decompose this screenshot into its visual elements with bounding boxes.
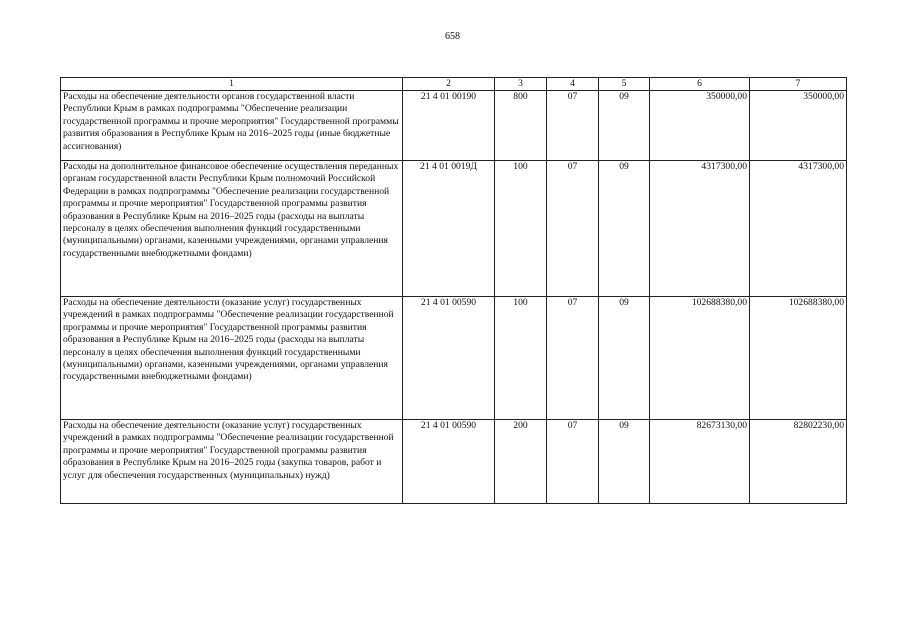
table-row xyxy=(61,420,847,504)
row-col4: 07 xyxy=(547,161,599,297)
header-col-6: 6 xyxy=(650,78,750,91)
row-description: Расходы на обеспечение деятельности (оказание услуг) государственных учреждений в рамках подпрограммы "Обеспечение реализации государственной программы и прочие мероприятия" Государственной программы развития образования в Республике Крым на 2016–2025 годы (расходы на выплаты персоналу в целях обеспечения выполнения функций государственными (муниципальными) органами, казенными учреждениями, органами управления государственными внебюджетными фондами) xyxy=(61,297,403,420)
row-col3: 800 xyxy=(495,91,547,161)
row-col5: 09 xyxy=(599,91,650,161)
budget-table xyxy=(60,77,847,504)
table-row xyxy=(61,91,847,161)
row-description: Расходы на обеспечение деятельности органов государственной власти Республики Крым в рамках подпрограммы "Обеспечение реализации государственной программы и прочие мероприятия" Государственной программы развития образования в Республике Крым на 2016–2025 годы (иные бюджетные ассигнования) xyxy=(61,91,403,161)
row-amount-6: 82673130,00 xyxy=(650,420,750,504)
row-description: Расходы на обеспечение деятельности (оказание услуг) государственных учреждений в рамках подпрограммы "Обеспечение реализации государственной программы и прочие мероприятия" Государственной программы развития образования в Республике Крым на 2016–2025 годы (закупка товаров, работ и услуг для обеспечения государственных (муниципальных) нужд) xyxy=(61,420,403,504)
header-col-7: 7 xyxy=(750,78,847,91)
table-row xyxy=(61,297,847,420)
row-amount-7: 350000,00 xyxy=(750,91,847,161)
row-col5: 09 xyxy=(599,420,650,504)
header-col-2: 2 xyxy=(403,78,495,91)
table-row xyxy=(61,161,847,297)
page-number: 658 xyxy=(445,31,460,42)
row-amount-7: 82802230,00 xyxy=(750,420,847,504)
row-code: 21 4 01 0019Д xyxy=(403,161,495,297)
row-col5: 09 xyxy=(599,297,650,420)
row-code: 21 4 01 00190 xyxy=(403,91,495,161)
row-description: Расходы на дополнительное финансовое обеспечение осуществления переданных органам государственной власти Республики Крым полномочий Российской Федерации в рамках подпрограммы "Обеспечение реализации государственной программы и прочие мероприятия" Государственной программы развития образования в Республике Крым на 2016–2025 годы (расходы на выплаты персоналу в целях обеспечения выполнения функций государственными (муниципальными) органами, казенными учреждениями, органами управления государственными внебюджетными фондами) xyxy=(61,161,403,297)
row-col3: 100 xyxy=(495,161,547,297)
row-col4: 07 xyxy=(547,297,599,420)
header-col-4: 4 xyxy=(547,78,599,91)
row-col3: 100 xyxy=(495,297,547,420)
row-code: 21 4 01 00590 xyxy=(403,420,495,504)
header-row xyxy=(61,78,847,91)
header-col-5: 5 xyxy=(599,78,650,91)
header-col-3: 3 xyxy=(495,78,547,91)
row-amount-7: 4317300,00 xyxy=(750,161,847,297)
row-col5: 09 xyxy=(599,161,650,297)
row-amount-6: 102688380,00 xyxy=(650,297,750,420)
header-col-1: 1 xyxy=(61,78,403,91)
row-col4: 07 xyxy=(547,91,599,161)
row-amount-6: 4317300,00 xyxy=(650,161,750,297)
row-code: 21 4 01 00590 xyxy=(403,297,495,420)
row-amount-6: 350000,00 xyxy=(650,91,750,161)
row-col4: 07 xyxy=(547,420,599,504)
row-col3: 200 xyxy=(495,420,547,504)
row-amount-7: 102688380,00 xyxy=(750,297,847,420)
